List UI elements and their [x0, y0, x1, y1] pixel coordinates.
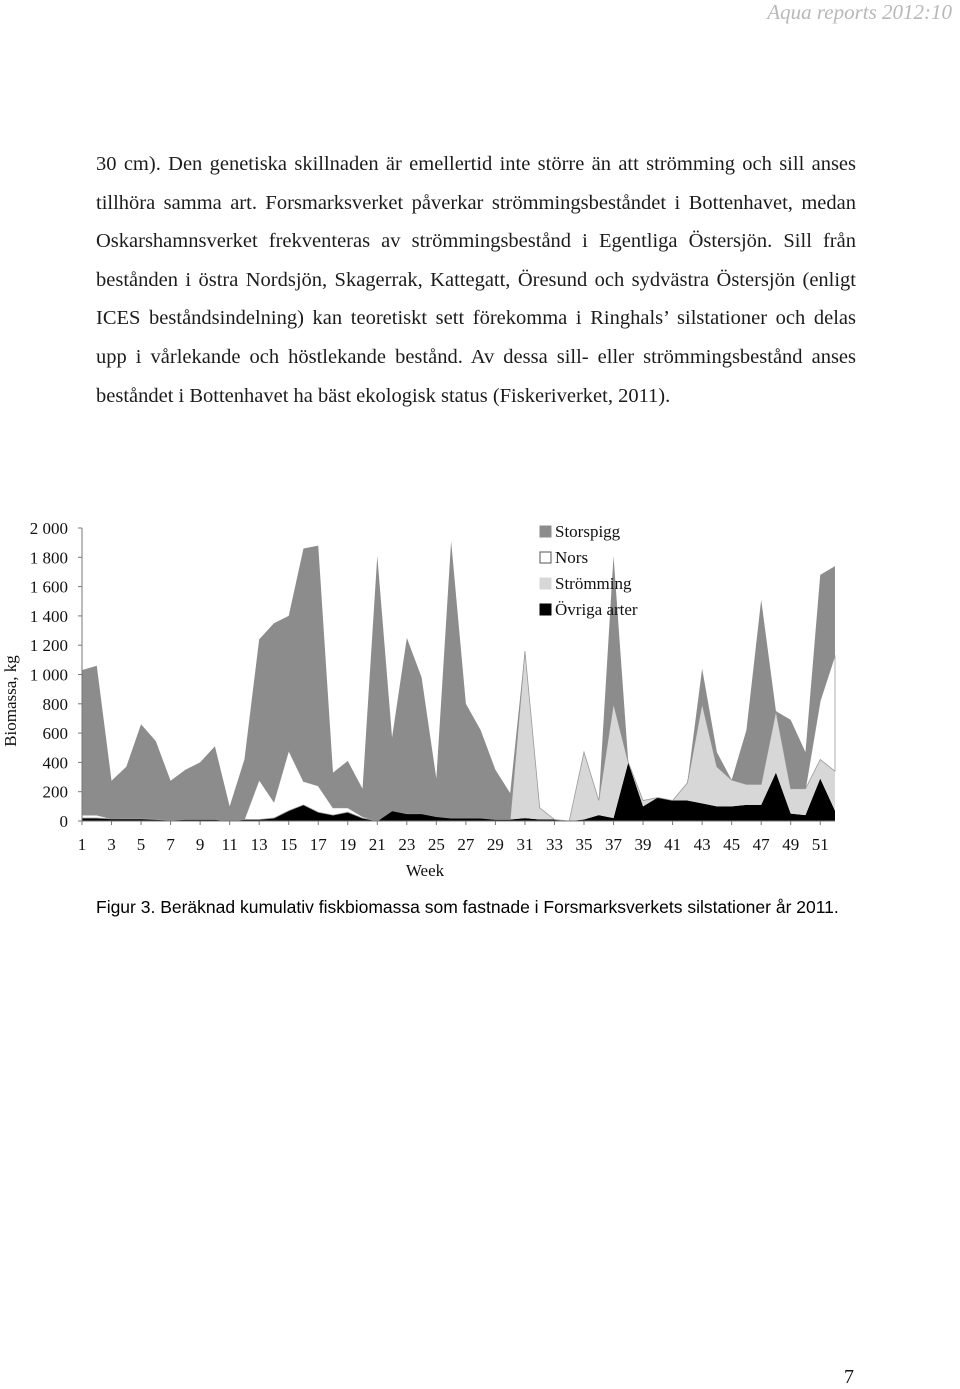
legend-swatch [540, 552, 551, 563]
legend-label: Strömming [555, 574, 632, 593]
y-tick-label: 800 [42, 694, 68, 714]
x-tick-label: 31 [516, 835, 534, 854]
x-tick-label: 35 [575, 835, 593, 854]
x-tick-label: 5 [136, 835, 146, 854]
x-tick-label: 17 [309, 835, 327, 854]
y-tick-label: 1 000 [29, 665, 68, 685]
x-tick-label: 29 [486, 835, 504, 854]
y-tick-label: 1 400 [29, 606, 68, 626]
y-axis-label: Biomassa, kg [1, 655, 20, 747]
y-tick-label: 0 [59, 812, 68, 831]
x-tick-label: 43 [693, 835, 711, 854]
x-tick-label: 45 [723, 835, 741, 854]
x-tick-label: 7 [166, 835, 175, 854]
legend-label: Storspigg [555, 522, 621, 541]
x-tick-label: 21 [368, 835, 386, 854]
x-tick-label: 25 [427, 835, 445, 854]
legend-swatch [540, 578, 551, 589]
x-tick-label: 47 [752, 835, 770, 854]
body-paragraph: 30 cm). Den genetiska skillnaden är emellertid inte större än att strömming och sill anses tillhöra samma art. Forsmarksverket påverkar strömmingsbeståndet i Bottenhavet, medan Oskarshamnsverket frekventeras av strömmingsbestånd i Egentliga Östersjön. Sill från bestånden i östra Nordsjön, Skagerrak, Kattegatt, Öresund och sydvästra Östersjön (enligt ICES beståndsindelning) kan teoretiskt sett förekomma i Ringhals’ silstationer och delas upp i vårlekande och höstlekande bestånd. Av dessa sill- eller strömmingsbestånd anses beståndet i Bottenhavet ha bäst ekologisk status (Fiskeriverket, 2011). [96, 153, 856, 407]
x-tick-label: 41 [664, 835, 682, 854]
x-tick-label: 33 [545, 835, 563, 854]
x-tick-label: 1 [77, 835, 87, 854]
y-tick-label: 400 [42, 753, 68, 773]
y-tick-label: 1 600 [29, 577, 68, 597]
x-tick-label: 9 [195, 835, 205, 854]
x-tick-label: 15 [280, 835, 298, 854]
x-tick-label: 39 [634, 835, 652, 854]
y-tick-label: 600 [42, 724, 68, 744]
y-tick-label: 1 800 [29, 548, 68, 568]
page-number: 7 [844, 1366, 854, 1388]
x-tick-label: 3 [107, 835, 116, 854]
x-tick-label: 51 [811, 835, 829, 854]
legend-label: Övriga arter [555, 600, 638, 619]
series-layer [82, 541, 835, 821]
legend-swatch [540, 604, 551, 615]
x-tick-label: 49 [782, 835, 800, 854]
x-axis-label: Week [405, 861, 445, 880]
legend-swatch [540, 526, 551, 537]
x-tick-label: 23 [398, 835, 416, 854]
y-tick-label: 2 000 [29, 519, 68, 538]
x-tick-label: 11 [221, 835, 238, 854]
x-tick-label: 27 [457, 835, 475, 854]
x-tick-label: 19 [339, 835, 357, 854]
figure-caption: Figur 3. Beräknad kumulativ fiskbiomassa som fastnade i Forsmarksverkets silstationer år 2011. [96, 897, 839, 917]
y-tick-label: 1 200 [29, 636, 68, 656]
running-header: Aqua reports 2012:10 [767, 0, 952, 24]
y-tick-label: 200 [42, 782, 68, 802]
legend [540, 522, 638, 619]
legend-label: Nors [555, 548, 589, 567]
biomass-stacked-area-chart [0, 508, 860, 884]
x-tick-label: 13 [250, 835, 268, 854]
x-tick-label: 37 [605, 835, 623, 854]
